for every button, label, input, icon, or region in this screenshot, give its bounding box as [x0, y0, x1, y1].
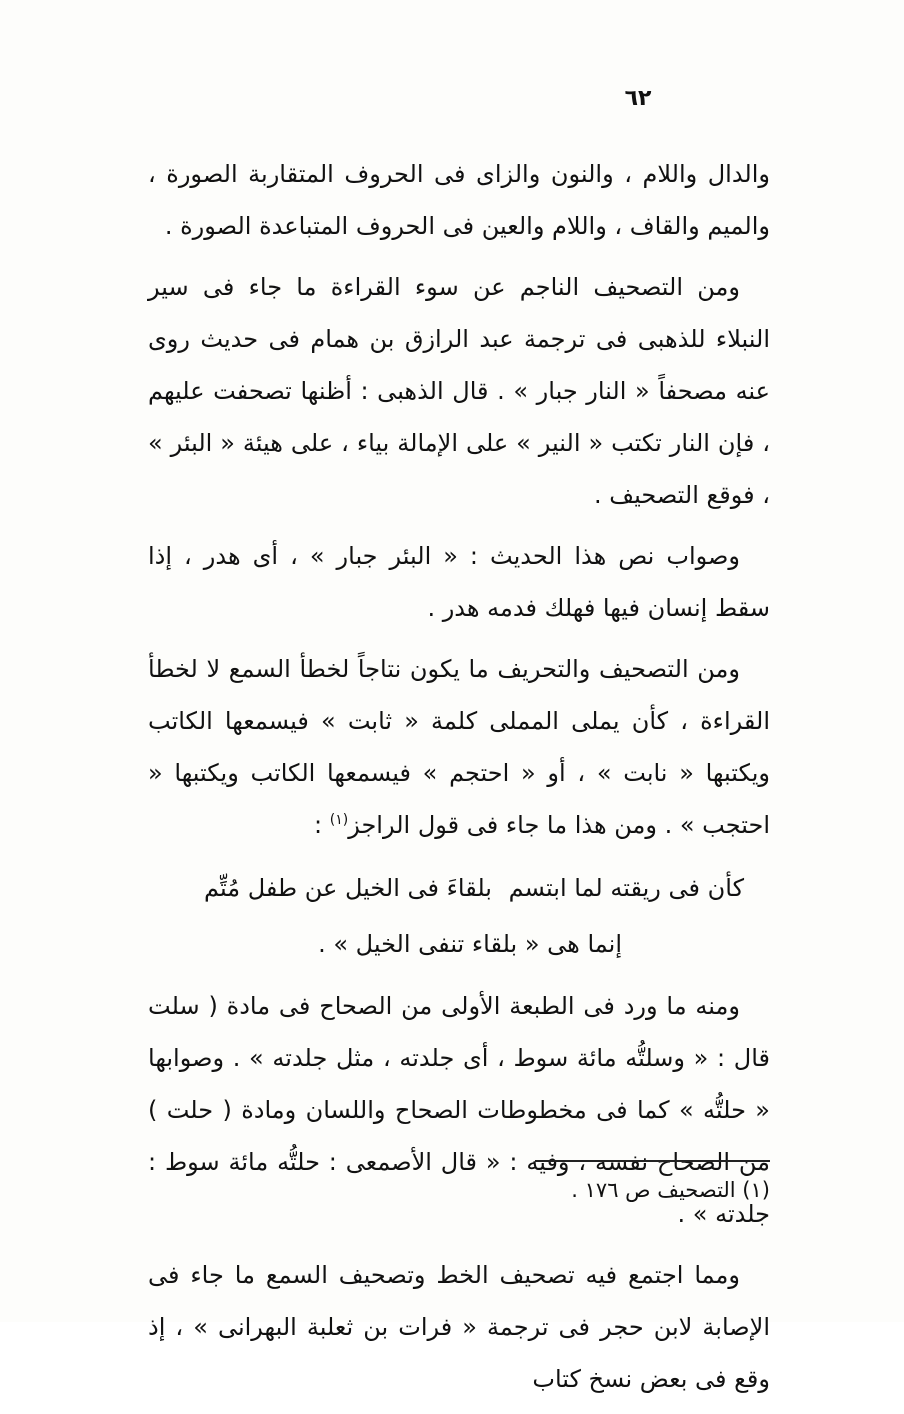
paragraph-6: ومما اجتمع فيه تصحيف الخط وتصحيف السمع ما جاء فى الإصابة لابن حجر فى ترجمة « فرات بن ثعلبة البهرانى » ، إذ وقع فى بعض نسخ كتاب — [148, 1261, 770, 1393]
paragraph-1: والدال واللام ، والنون والزاى فى الحروف المتقاربة الصورة ، والميم والقاف ، واللام والعين فى الحروف المتباعدة الصورة . — [148, 160, 770, 240]
paragraph-4-text: ومن التصحيف والتحريف ما يكون نتاجاً لخطأ السمع لا لخطأ القراءة ، كأن يملى المملى كلمة « ثابت » فيسمعها الكاتب ويكتبها « نابت » ، أو « احتجم » فيسمعها الكاتب ويكتبها « احتجب » . ومن هذا ما جاء فى قول الراجز — [148, 655, 770, 839]
footnote: (١) التصحيف ص ١٧٦ . — [571, 1178, 770, 1202]
paragraph-4 — [148, 643, 770, 851]
paragraph-5: ومنه ما ورد فى الطبعة الأولى من الصحاح فى مادة ( سلت قال : « وسلتُّه مائة سوط ، أى جلدته ، مثل جلدته » . وصوابها « حلتُّه » كما فى مخطوطات الصحاح واللسان ومادة ( حلت ) من الصحاح نفسه ، وفيه : « قال الأصمعى : حلتُّه مائة سوط : جلدته » . — [148, 992, 770, 1228]
verse-first-hemistich: كأن فى ريقته لما ابتسم — [508, 874, 744, 902]
verse-continuation: إنما هى « بلقاء تنفى الخيل » . — [318, 930, 622, 958]
footnote-divider — [535, 1160, 770, 1162]
verse-second-hemistich: بلقاءَ فى الخيل عن طفل مُتِّم — [204, 874, 492, 902]
page-number: ٦٢ — [624, 86, 652, 111]
paragraph-2: ومن التصحيف الناجم عن سوء القراءة ما جاء فى سير النبلاء للذهبى فى ترجمة عبد الرازق بن همام فى حديث روى عنه مصحفاً « النار جبار » . قال الذهبى : أظنها تصحفت عليهم ، فإن النار تكتب « النير » على الإمالة بياء ، على هيئة « البئر » ، فوقع التصحيف . — [148, 273, 770, 509]
paragraph-3: وصواب نص هذا الحديث : « البئر جبار » ، أى هدر ، إذا سقط إنسان فيها فهلك فدمه هدر . — [148, 542, 770, 622]
footnote-marker: (١) — [329, 812, 349, 828]
verse-line — [204, 860, 744, 916]
body-text — [148, 148, 770, 1414]
paragraph-4-tail: : — [314, 811, 330, 839]
